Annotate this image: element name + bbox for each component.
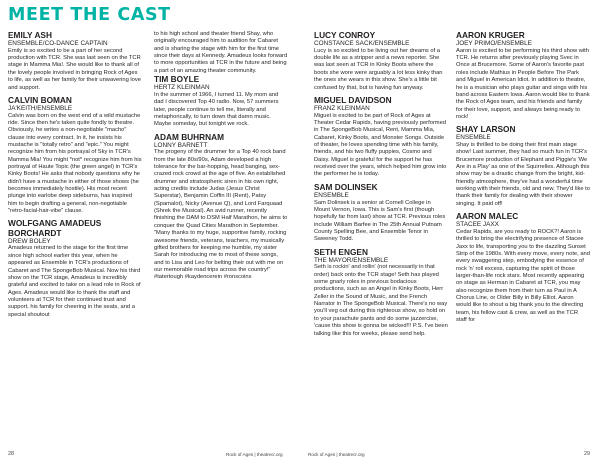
cast-bio-text: Miguel is excited to be part of Rock of Ages at Theater Cedar Rapids, having previously performed in The SpongeBob Musical, Rent, Mamma Mia, Cabaret, Kinky Boots, and Monster Songs. Outside of theater, he loves spending time with his family, friends, and his two fluffy puppies, Cosmo and Daisy. Miguel is grateful for the support he has received over the years, which helped him grow into the performer he is today. (314, 112, 447, 178)
cast-bio (154, 133, 288, 282)
cast-role: HERTZ KLEINMAN (154, 84, 210, 92)
cast-bio (456, 125, 590, 208)
page-number: 28 (8, 451, 14, 457)
cast-bio (154, 75, 288, 129)
cast-bio (314, 183, 448, 244)
cast-name: SAM DOLINSEK (314, 181, 378, 192)
cast-bio-text: Emily is so excited to be a part of her second production with TCR. She was last seen on the TCR stage in Mamma Mia!. She would like to thank all of the lovely people involved in bringing Rock of Ages to life, as well as her family for their unwavering love and support. (8, 47, 141, 91)
cast-bio-text: Cedar Rapids, are you ready to ROCK?! Aaron is thrilled to bring the electrifying presence of Stacee Jaxx to life, transporting you to the dazzling Sunset Strip of the 1980s. With every move, every note, and every swaggering step, embodying the essence of rock 'n' roll excess, capturing the spirit of those larger-than-life rock stars. Most recently appearing on stage as Herman in Cabaret at TCR, you may also recognize them from their turn as Paul in A Chorus Line, or Older Billy in Billy Elliot. Aaron would like to shout a big thank you to the directing team, his fellow cast & crew, as well as the TCR staff for (456, 228, 590, 324)
cast-role: STACEE JAXX (456, 221, 499, 229)
right-column-2 (456, 31, 590, 328)
cast-bio (8, 31, 142, 92)
cast-name: MIGUEL DAVIDSON (314, 94, 392, 105)
cast-role: ENSEMBLE/CO-DANCE CAPTAIN (8, 40, 108, 48)
page-title: MEET THE CAST (8, 5, 171, 25)
page-footer: Rock of Ages | theatrecr.org (308, 452, 365, 457)
cast-bio (456, 31, 590, 121)
cast-role: ENSEMBLE (456, 134, 491, 142)
cast-bio (314, 96, 448, 179)
cast-name: SETH ENGEN (314, 246, 368, 257)
cast-name: SHAY LARSON (456, 124, 516, 135)
cast-bio-text: Amadeus returned to the stage for the first time since high school earlier this year, when he appeared as Ensemble in TCR's productions of Cabaret and The SpongeBob Musical. Now his third show on the TCR stage, Amadeus is incredibly grateful and excited to take on a lead role in Rock of Ages. Amadeus would like to thank the staff and volunteers at TCR for their continued trust and support, his family for cheering in the seats, and a special shoutout (8, 245, 141, 318)
cast-bio (8, 96, 142, 216)
cast-role: LONNY BARNETT (154, 141, 208, 149)
page-footer: Rock of Ages | theatrecr.org (226, 452, 283, 457)
right-page (300, 0, 600, 463)
cast-name: AARON KRUGER (456, 30, 525, 40)
page-number: 29 (584, 451, 590, 457)
cast-bio-continued: to his high school and theater friend Shay, who originally encouraged him to audition for Cabaret and is sharing the stage with him for the first time since their days at Kennedy. Amadeus looks forward to more opportunities at TCR in the future and being a part of an amazing theater community. (154, 31, 288, 74)
cast-name: WOLFGANG AMADEUS BORCHARDT (8, 218, 102, 238)
left-column-1 (8, 31, 142, 323)
cast-name: AARON MALEC (456, 211, 519, 222)
right-column-1 (314, 31, 448, 342)
cast-role: JOEY PRIMO/ENSEMBLE (456, 40, 532, 48)
cast-bio-text: Shay is thrilled to be doing their first main stage show! Last summer, they had so much fun in TCR's Brucemore production of Elephant and Piggie's 'We Are in a Play' as one of the Squirrelles. Although this show may be a drastic change from the bright, kid-friendly atmosphere, they've had a wonderful time working with their friends, old and new. They'd like to thank their family for dealing with their shower singing. It paid off! (456, 142, 590, 207)
cast-name: ADAM BUHRNAM (154, 131, 225, 142)
cast-bio (314, 248, 448, 338)
cast-bio-text: Seth is rockin' and rollin' (not necessarily in that order) back onto the TCR stage! Seth has played some gnarly roles in previous bodacious productions, such as an Angel in Kinky Boots, Herr Zeller in the Sound of Music, and the French Narrator in The SpongeBob Musical. There's no way you'll veg out during this righteous show, so hold on to your parachute pants and do some jazzercise, 'cause this show is gonna be wicked!!! P.S. I've been talking like this for weeks, please send help. (314, 264, 448, 337)
left-column-2 (154, 31, 288, 286)
cast-role: JA'KEITH/ENSEMBLE (8, 105, 73, 113)
cast-role: ENSEMBLE (314, 191, 349, 199)
cast-role: CONSTANCE SACK/ENSEMBLE (314, 40, 410, 48)
cast-bio-text: Lucy is so excited to be living out her dreams of a double life as a stripper and a news reporter. She was last seen at TCR in Kinky Boots where the boots she wore were arguably a lot less kinky than the ones she wears in this show. She's a little bit confused by that, but is having fun anyway. (314, 47, 443, 91)
cast-bio-text: In the summer of 1966, I turned 11. My mom and dad I discovered Top 40 radio. Now, 57 summers later, people continue to tell me, literally and metaphorically, to turn down that damn music. Maybe someday, but tonight we rock. (154, 91, 279, 128)
cast-bio-text: The progeny of the drummer for a Top 40 rock band from the late 80s/90s, Adam developed a high tolerance for the bar-hopping, head banging, sex-crazed rock crowd at the age of five. An established drummer and stratospheric siren in his own right, acting credits include Judas (Jesus Christ Superstar), Benjamin Coffin III (Rent), Patsy (Spamalot), Nicky (Avenue Q), and Lord Farquaad (Shrek the Musical). An avid runner, recently finishing the DAM to DSM Half Marathon, he aims to conquer the Quad Cities Marathon in September. "Many thanks to my huge, supportive family, rocking awesome friends, veterans, teachers, my musically gifted brothers for keeping me humble, my sister Sarah for introducing me to most of these songs, and to Lisa and Leo for belting their out with me on our memorable road trips across the country!" #tatertough #kaydencerein #ronscoins (154, 149, 288, 281)
cast-bio (314, 31, 448, 92)
cast-role: THE MAYOR/ENSEMBLE (314, 256, 389, 264)
cast-name: EMILY ASH (8, 30, 52, 40)
cast-role: DREW BOLEY (8, 237, 51, 245)
cast-bio-text: Aaron is excited to be performing his third show with TCR. He returns after previously playing Svec in Once at Brucemore. Some of Aaron's favorite past roles include Mathius in People Before The Park and Miguel in American Idiot. In addition to theatre, he is a musician who plays guitar and sings with his band across Eastern Iowa. Aaron would like to thank the Rock of Ages team, and his friends and family for their love, support, and always being ready to rock! (456, 47, 590, 120)
cast-bio-text: Sam Dolinsek is a senior at Cornell College in Mount Vernon, Iowa. This is Sam's first (though hopefully far from last) show at TCR. Previous roles include William Barfee in The 25th Annual Putnam County Spelling Bee, and Ensemble Tenor in Sweeney Todd. (314, 199, 446, 243)
cast-bio-text: Calvin was born on the west end of a wild mustache ride. Since then he's taken quite fondly to theatre. Obviously, he writes a non-negotiable "macho" clause into every contract. In it, he insists his mustache is "totally retro" and "epic." You might recognize him from his portrayal of Sky in TCR's Mamma Mia! You might *not* recognize him from his portrayal of Haute Topic (the green angel) in TCR's Kinky Boots! He asks that nobody questions why he didn't have a mustache in either of those shows (he becomes immediately hostile). His most recent plunge into earlobe deep sideburns, has inspired him to begin drafting a general, non-negotiable "retro-facial-hair-vibe" clause. (8, 112, 142, 215)
cast-bio (456, 212, 590, 324)
cast-name: CALVIN BOMAN (8, 94, 72, 105)
cast-name: LUCY CONROY (314, 30, 376, 40)
cast-role: FRANZ KLEINMAN (314, 105, 370, 113)
cast-bio (8, 219, 142, 318)
cast-name: TIM BOYLE (154, 74, 200, 85)
